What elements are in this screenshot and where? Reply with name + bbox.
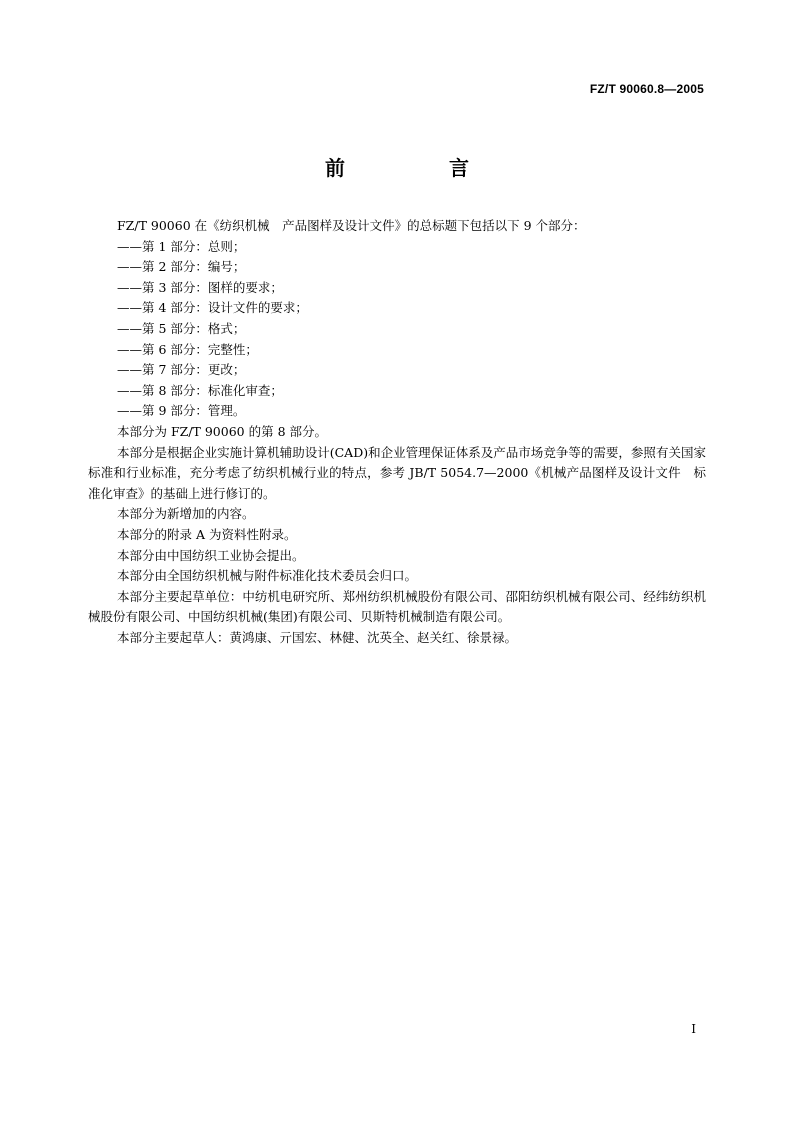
document-body [88,216,706,648]
part-list-item: ——第 3 部分：图样的要求； [117,279,283,295]
paragraph-appendix: 本部分的附录 A 为资料性附录。 [117,526,297,542]
part-list-item: ——第 5 部分：格式； [117,320,246,336]
paragraph-committee: 本部分由全国纺织机械与附件标准化技术委员会归口。 [117,568,418,584]
part-list-item: ——第 2 部分：编号； [117,259,246,275]
part-list-item: ——第 1 部分：总则； [117,238,246,254]
page-number: I [691,1022,696,1036]
intro-paragraph: FZ/T 90060 在《纺织机械 产品图样及设计文件》的总标题下包括以下 9 个部分： [117,218,586,233]
standard-code: FZ/T 90060.8—2005 [589,82,704,96]
part-list-item: ——第 8 部分：标准化审查； [117,382,283,398]
part-list-item: ——第 6 部分：完整性； [117,341,258,357]
part-list-item: ——第 4 部分：设计文件的要求； [117,300,308,316]
page-title: 前 言 [325,156,511,180]
paragraph-drafters: 本部分主要起草人：黄鸿康、亓国宏、林健、沈英全、赵关红、徐景禄。 [117,629,518,645]
paragraph-part-number: 本部分为 FZ/T 90060 的第 8 部分。 [117,423,327,439]
paragraph-new-content: 本部分为新增加的内容。 [117,506,255,522]
paragraph-basis: 本部分是根据企业实施计算机辅助设计(CAD)和企业管理保证体系及产品市场竞争等的需要，参照有关国家标准和行业标准，充分考虑了纺织机械行业的特点，参考 JB/T 5054.7—2000《机械产品图样及设计文件 标准化审查》的基础上进行修订的。 [88,444,706,501]
part-list-item: ——第 7 部分：更改； [117,362,246,378]
part-list-item: ——第 9 部分：管理。 [117,403,246,419]
paragraph-drafting-units: 本部分主要起草单位：中纺机电研究所、郑州纺织机械股份有限公司、邵阳纺织机械有限公司、经纬纺织机械股份有限公司、中国纺织机械(集团)有限公司、贝斯特机械制造有限公司。 [88,588,706,625]
paragraph-proposer: 本部分由中国纺织工业协会提出。 [117,547,305,563]
